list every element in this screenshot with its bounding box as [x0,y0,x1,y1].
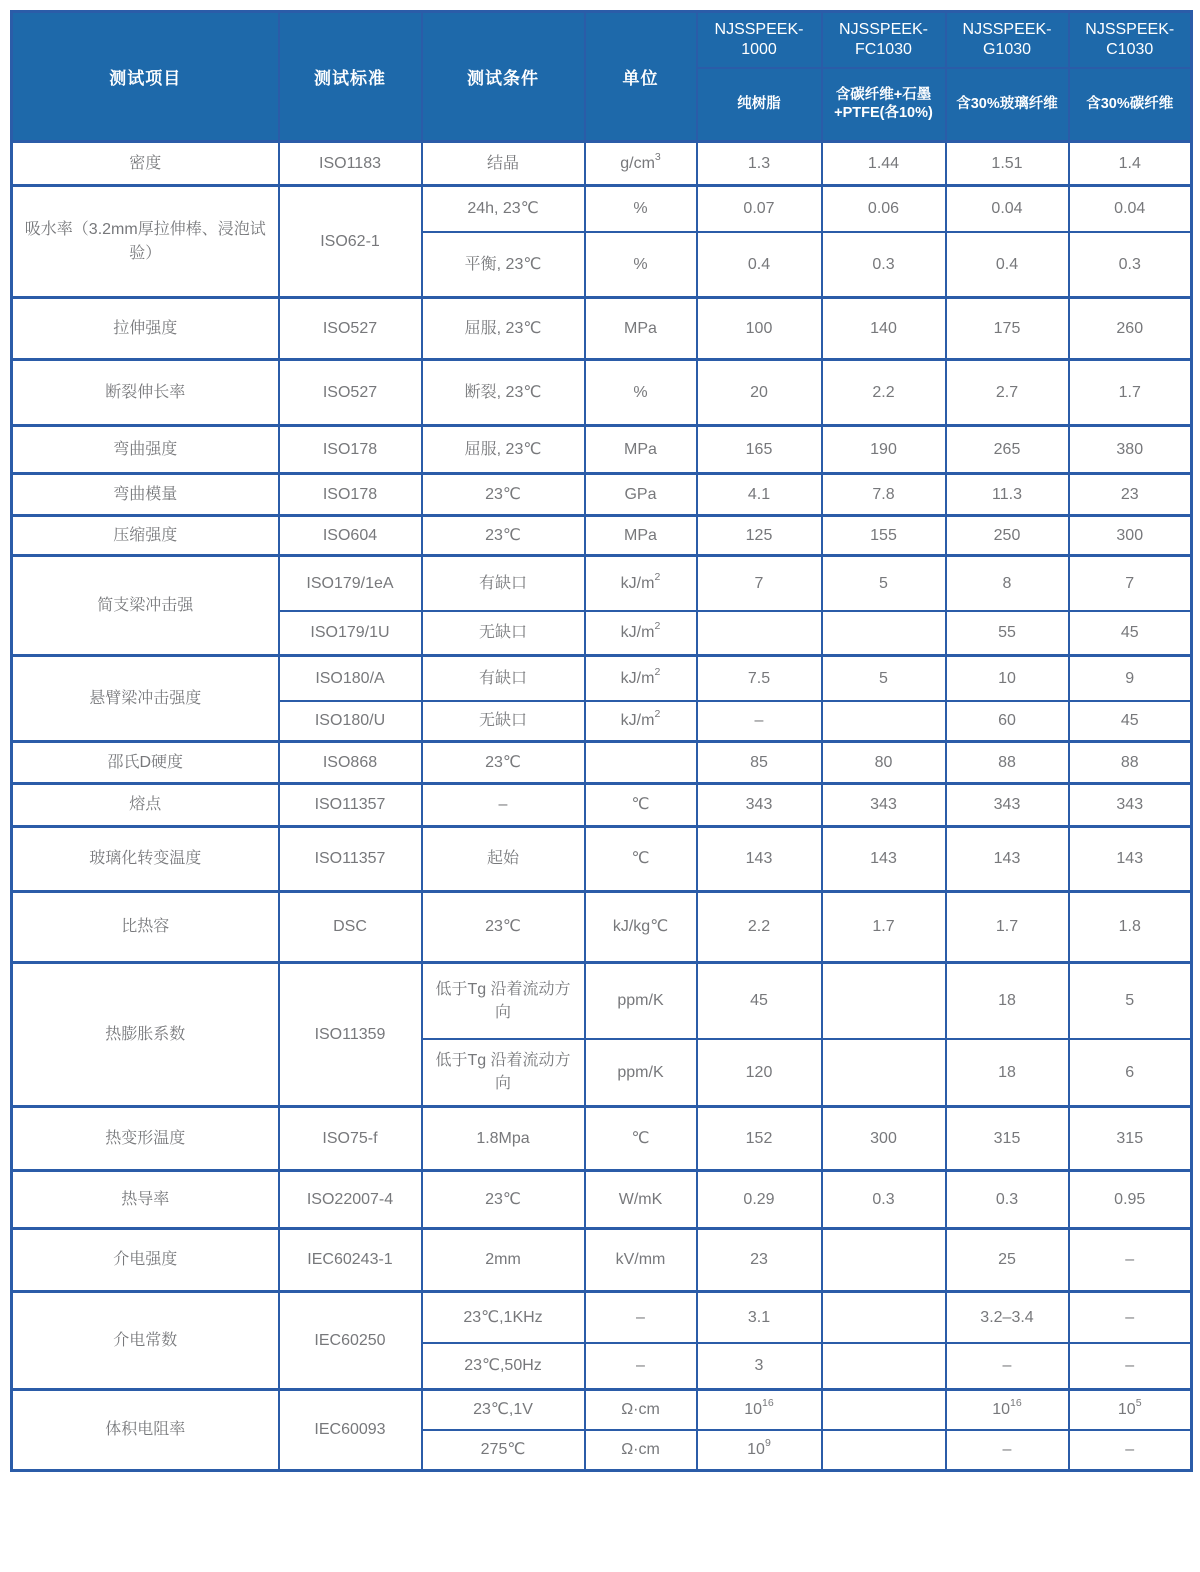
cell-value: 1.7 [822,892,946,963]
cell-value: 120 [697,1039,822,1107]
cell-value: 1.7 [1069,360,1192,426]
cell-condition: 有缺口 [422,656,585,701]
cell-standard: ISO604 [279,516,422,556]
cell-condition: 无缺口 [422,611,585,656]
cell-item: 熔点 [12,784,279,827]
cell-value [822,963,946,1039]
cell-condition: 断裂, 23℃ [422,360,585,426]
header-product-model: NJSSPEEK- C1030 [1069,12,1192,68]
cell-value: 100 [697,298,822,360]
table-row [12,892,1192,963]
table-row [12,1229,1192,1292]
table-row [12,1107,1192,1171]
cell-item: 拉伸强度 [12,298,279,360]
cell-unit: ℃ [585,827,697,892]
cell-unit: $kJ/m^2$ [585,701,697,742]
cell-value: 45 [1069,611,1192,656]
cell-value: 143 [946,827,1069,892]
cell-value: 0.06 [822,186,946,232]
properties-table [10,10,1193,1472]
cell-standard: IEC60093 [279,1390,422,1471]
cell-value: 23 [697,1229,822,1292]
cell-value: 0.04 [946,186,1069,232]
cell-standard: ISO180/A [279,656,422,701]
cell-condition: 24h, 23℃ [422,186,585,232]
cell-item: 热导率 [12,1171,279,1229]
cell-value: 3.1 [697,1292,822,1343]
header-product-desc: 含碳纤维+石墨+PTFE(各10%) [822,68,946,142]
cell-condition: 23℃,50Hz [422,1343,585,1390]
table-header [12,12,1192,142]
cell-value: 18 [946,1039,1069,1107]
cell-value: 165 [697,426,822,474]
cell-item: 压缩强度 [12,516,279,556]
table-row [12,784,1192,827]
cell-condition: 23℃,1KHz [422,1292,585,1343]
cell-value [697,611,822,656]
table-row [12,742,1192,784]
cell-value: $10^{16}$ [946,1390,1069,1430]
header-product-model: NJSSPEEK- G1030 [946,12,1069,68]
cell-standard: ISO178 [279,426,422,474]
cell-value: 140 [822,298,946,360]
table-row [12,360,1192,426]
cell-standard: ISO179/1eA [279,556,422,611]
cell-value: 8 [946,556,1069,611]
cell-unit: – [585,1343,697,1390]
cell-unit: $kJ/m^2$ [585,611,697,656]
cell-value: 25 [946,1229,1069,1292]
cell-unit: % [585,232,697,298]
cell-standard: ISO11359 [279,963,422,1107]
cell-unit: $g/cm^3$ [585,142,697,186]
cell-condition: 低于Tg 沿着流动方向 [422,963,585,1039]
table-row [12,827,1192,892]
table-row [12,474,1192,516]
cell-standard: ISO75-f [279,1107,422,1171]
cell-value: 1.3 [697,142,822,186]
cell-value: – [1069,1430,1192,1471]
cell-value: $10^5$ [1069,1390,1192,1430]
cell-item: 弯曲模量 [12,474,279,516]
cell-unit: ℃ [585,784,697,827]
cell-value: 60 [946,701,1069,742]
cell-value: 5 [822,656,946,701]
cell-value: 300 [1069,516,1192,556]
cell-standard: ISO179/1U [279,611,422,656]
cell-value: 0.4 [697,232,822,298]
cell-unit: Ω·cm [585,1390,697,1430]
cell-standard: ISO527 [279,298,422,360]
cell-value: 343 [697,784,822,827]
cell-condition: 屈服, 23℃ [422,426,585,474]
cell-unit: kV/mm [585,1229,697,1292]
cell-value: 10 [946,656,1069,701]
header-product-desc: 含30%碳纤维 [1069,68,1192,142]
cell-standard: ISO1183 [279,142,422,186]
cell-standard: ISO62-1 [279,186,422,298]
cell-item: 悬臂梁冲击强度 [12,656,279,742]
cell-value: 3.2–3.4 [946,1292,1069,1343]
cell-unit: $kJ/m^2$ [585,556,697,611]
table-row [12,963,1192,1039]
header-test-condition: 测试条件 [422,12,585,142]
cell-value: 88 [1069,742,1192,784]
cell-value: 250 [946,516,1069,556]
table-row [12,298,1192,360]
cell-condition: 无缺口 [422,701,585,742]
cell-value: 80 [822,742,946,784]
cell-value: 125 [697,516,822,556]
cell-item: 比热容 [12,892,279,963]
cell-standard: ISO11357 [279,784,422,827]
table-row [12,426,1192,474]
cell-value: 315 [946,1107,1069,1171]
cell-standard: IEC60250 [279,1292,422,1390]
cell-value: 152 [697,1107,822,1171]
cell-condition: – [422,784,585,827]
cell-item: 邵氏D硬度 [12,742,279,784]
cell-standard: ISO178 [279,474,422,516]
table-row [12,1292,1192,1343]
cell-value: 155 [822,516,946,556]
cell-value: 11.3 [946,474,1069,516]
cell-condition: 23℃,1V [422,1390,585,1430]
cell-item: 弯曲强度 [12,426,279,474]
cell-value: $10^{16}$ [697,1390,822,1430]
cell-condition: 1.8Mpa [422,1107,585,1171]
cell-standard: ISO180/U [279,701,422,742]
table-row [12,186,1192,232]
cell-value: 2.2 [697,892,822,963]
cell-value: 6 [1069,1039,1192,1107]
cell-item: 热变形温度 [12,1107,279,1171]
table-row [12,142,1192,186]
cell-value: 343 [822,784,946,827]
cell-value: 7 [1069,556,1192,611]
cell-item: 断裂伸长率 [12,360,279,426]
cell-value: 7 [697,556,822,611]
cell-value: 2.2 [822,360,946,426]
cell-value: 5 [1069,963,1192,1039]
cell-value: 380 [1069,426,1192,474]
cell-value: 4.1 [697,474,822,516]
cell-unit: $kJ/m^2$ [585,656,697,701]
cell-value: $10^9$ [697,1430,822,1471]
cell-value [822,701,946,742]
cell-value: 343 [1069,784,1192,827]
cell-condition: 23℃ [422,742,585,784]
cell-unit: kJ/kg℃ [585,892,697,963]
cell-standard: ISO868 [279,742,422,784]
header-product-desc: 含30%玻璃纤维 [946,68,1069,142]
cell-value [822,1039,946,1107]
cell-unit: ℃ [585,1107,697,1171]
cell-value: 1.8 [1069,892,1192,963]
table-row [12,1171,1192,1229]
cell-value: 1.51 [946,142,1069,186]
cell-value: 143 [1069,827,1192,892]
cell-value: 7.5 [697,656,822,701]
cell-condition: 23℃ [422,892,585,963]
cell-item: 简支梁冲击强 [12,556,279,656]
cell-condition: 23℃ [422,1171,585,1229]
cell-condition: 结晶 [422,142,585,186]
table-row [12,516,1192,556]
cell-value: – [1069,1343,1192,1390]
cell-condition: 低于Tg 沿着流动方向 [422,1039,585,1107]
cell-value [822,1430,946,1471]
cell-value: 1.4 [1069,142,1192,186]
table-row [12,1390,1192,1430]
cell-value [822,1390,946,1430]
cell-value: 143 [697,827,822,892]
cell-condition: 平衡, 23℃ [422,232,585,298]
cell-value: 0.07 [697,186,822,232]
cell-value: 45 [1069,701,1192,742]
cell-value: 0.3 [946,1171,1069,1229]
header-unit: 单位 [585,12,697,142]
header-test-standard: 测试标准 [279,12,422,142]
cell-condition: 2mm [422,1229,585,1292]
cell-value: 0.29 [697,1171,822,1229]
cell-value: 88 [946,742,1069,784]
cell-standard: DSC [279,892,422,963]
cell-value: 190 [822,426,946,474]
cell-value: – [1069,1292,1192,1343]
cell-unit: % [585,186,697,232]
cell-standard: ISO11357 [279,827,422,892]
cell-value: – [1069,1229,1192,1292]
cell-condition: 屈服, 23℃ [422,298,585,360]
cell-value: 300 [822,1107,946,1171]
cell-value: 55 [946,611,1069,656]
cell-value: 0.04 [1069,186,1192,232]
cell-unit: MPa [585,516,697,556]
cell-value: 45 [697,963,822,1039]
cell-value: 18 [946,963,1069,1039]
cell-value: 265 [946,426,1069,474]
table-body [12,142,1192,1471]
cell-value: 143 [822,827,946,892]
cell-value: 0.95 [1069,1171,1192,1229]
cell-standard: ISO527 [279,360,422,426]
cell-value: – [946,1430,1069,1471]
cell-value: 9 [1069,656,1192,701]
cell-standard: ISO22007-4 [279,1171,422,1229]
cell-item: 介电常数 [12,1292,279,1390]
cell-value: 315 [1069,1107,1192,1171]
cell-condition: 23℃ [422,474,585,516]
cell-value: 0.3 [822,232,946,298]
cell-value: 0.3 [822,1171,946,1229]
cell-value: 3 [697,1343,822,1390]
cell-value: 20 [697,360,822,426]
cell-unit: MPa [585,426,697,474]
cell-unit [585,742,697,784]
cell-value: 0.4 [946,232,1069,298]
cell-condition: 275℃ [422,1430,585,1471]
cell-value: – [946,1343,1069,1390]
cell-value: 1.44 [822,142,946,186]
cell-unit: W/mK [585,1171,697,1229]
cell-value: 175 [946,298,1069,360]
cell-condition: 有缺口 [422,556,585,611]
header-product-model: NJSSPEEK- 1000 [697,12,822,68]
cell-value: 5 [822,556,946,611]
header-row-1 [12,12,1192,68]
cell-value [822,611,946,656]
header-product-desc: 纯树脂 [697,68,822,142]
cell-value [822,1292,946,1343]
cell-condition: 起始 [422,827,585,892]
cell-unit: Ω·cm [585,1430,697,1471]
cell-value: 85 [697,742,822,784]
cell-value: 0.3 [1069,232,1192,298]
table-row [12,656,1192,701]
header-test-item: 测试项目 [12,12,279,142]
cell-value: – [697,701,822,742]
cell-unit: MPa [585,298,697,360]
cell-item: 密度 [12,142,279,186]
cell-unit: GPa [585,474,697,516]
cell-value: 343 [946,784,1069,827]
cell-value: 2.7 [946,360,1069,426]
cell-unit: – [585,1292,697,1343]
cell-condition: 23℃ [422,516,585,556]
cell-item: 体积电阻率 [12,1390,279,1471]
cell-unit: ppm/K [585,963,697,1039]
cell-value: 260 [1069,298,1192,360]
cell-value: 1.7 [946,892,1069,963]
cell-value [822,1343,946,1390]
cell-item: 玻璃化转变温度 [12,827,279,892]
cell-unit: ppm/K [585,1039,697,1107]
cell-item: 吸水率（3.2mm厚拉伸棒、浸泡试验） [12,186,279,298]
cell-value: 23 [1069,474,1192,516]
cell-standard: IEC60243-1 [279,1229,422,1292]
cell-unit: % [585,360,697,426]
cell-item: 热膨胀系数 [12,963,279,1107]
cell-value: 7.8 [822,474,946,516]
cell-value [822,1229,946,1292]
header-product-model: NJSSPEEK- FC1030 [822,12,946,68]
table-row [12,556,1192,611]
cell-item: 介电强度 [12,1229,279,1292]
